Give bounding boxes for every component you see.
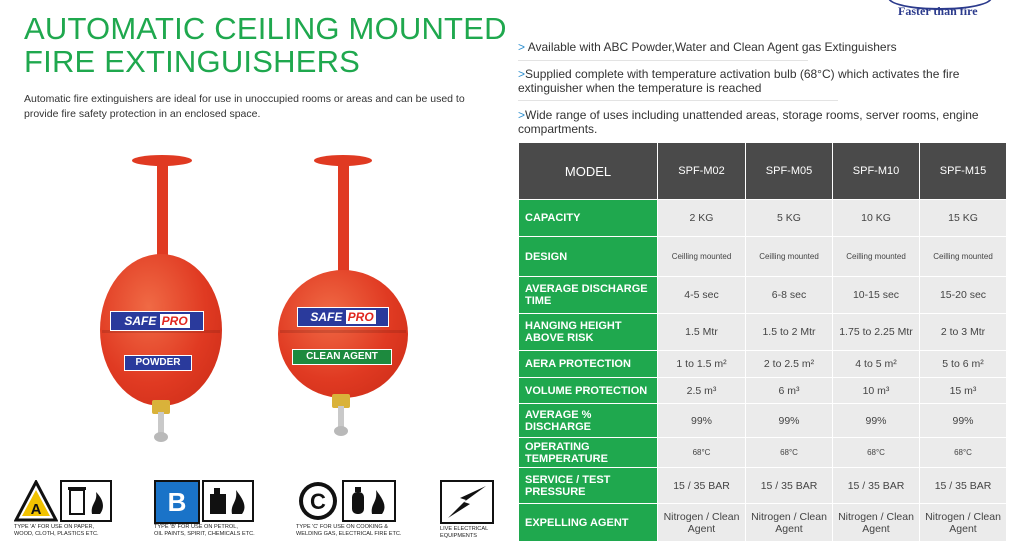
table-cell: 99%: [833, 404, 920, 438]
header-cell: SPF-M05: [746, 143, 833, 200]
bullet-arrow: >: [518, 67, 526, 81]
table-cell: 15 KG: [920, 200, 1007, 237]
brand-word-a: SAFE: [124, 314, 157, 328]
agent-label: POWDER: [124, 355, 192, 371]
heat-bulb: [334, 426, 348, 436]
table-row: [519, 237, 1007, 277]
brand-word-b: PRO: [161, 314, 188, 328]
table-cell: 10-15 sec: [833, 277, 920, 314]
table-cell: 10 m³: [833, 378, 920, 404]
class-a-triangle-icon: [14, 480, 58, 522]
page-title: [24, 12, 514, 78]
table-cell: 6 m³: [746, 378, 833, 404]
title-line-2: FIRE EXTINGUISHERS: [24, 44, 361, 79]
table-cell: 99%: [746, 404, 833, 438]
table-cell: 2 to 2.5 m²: [746, 351, 833, 378]
bullet-text: Available with ABC Powder,Water and Clean Agent gas Extinguishers: [527, 40, 897, 54]
row-label: OPERATING TEMPERATURE: [519, 438, 658, 468]
table-cell: 1.5 Mtr: [658, 314, 746, 351]
brand-word-a: SAFE: [310, 310, 343, 324]
table-cell: 15-20 sec: [920, 277, 1007, 314]
class-caption-2: EQUIPMENTS: [440, 533, 477, 539]
table-cell: 15 / 35 BAR: [920, 468, 1007, 504]
table-cell: 5 KG: [746, 200, 833, 237]
bin-fire-icon: [60, 480, 112, 522]
class-letter: B: [167, 487, 187, 517]
header-cell: SPF-M10: [833, 143, 920, 200]
table-cell: 68°C: [746, 438, 833, 468]
bullet-arrow: >: [518, 108, 526, 122]
table-row: [519, 468, 1007, 504]
table-cell: Ceilling mounted: [746, 237, 833, 277]
table-cell: 4 to 5 m²: [833, 351, 920, 378]
table-row: [519, 314, 1007, 351]
bullet-text: Supplied complete with temperature activation bulb (68°C) which activates the fire extinguisher when the temperature is reached: [518, 67, 960, 95]
table-cell: 6-8 sec: [746, 277, 833, 314]
table-row: [519, 277, 1007, 314]
table-row: [519, 404, 1007, 438]
heat-bulb: [154, 432, 168, 442]
bullet-text: Wide range of uses including unattended areas, storage rooms, server rooms, engine compartments.: [518, 108, 979, 136]
row-label: SERVICE / TEST PRESSURE: [519, 468, 658, 504]
logo-tagline: Faster than fire: [898, 4, 978, 18]
lightning-icon: [440, 480, 494, 524]
can-fire-icon: [202, 480, 254, 522]
class-letter: A: [30, 501, 42, 518]
row-label: DESIGN: [519, 237, 658, 277]
class-caption-1: TYPE 'A' FOR USE ON PAPER,: [14, 524, 95, 530]
table-cell: 10 KG: [833, 200, 920, 237]
agent-label: CLEAN AGENT: [292, 349, 392, 365]
header-cell: SPF-M02: [658, 143, 746, 200]
header-model: MODEL: [519, 143, 658, 200]
table-cell: 2 to 3 Mtr: [920, 314, 1007, 351]
table-cell: 2.5 m³: [658, 378, 746, 404]
table-cell: 15 / 35 BAR: [658, 468, 746, 504]
class-caption-2: WOOD, CLOTH, PLASTICS ETC.: [14, 531, 99, 537]
row-label: AERA PROTECTION: [519, 351, 658, 378]
bullet-3: [518, 108, 1018, 136]
row-label: AVERAGE % DISCHARGE: [519, 404, 658, 438]
title-line-1: AUTOMATIC CEILING MOUNTED: [24, 11, 507, 46]
table-row: [519, 200, 1007, 237]
row-label: AVERAGE DISCHARGE TIME: [519, 277, 658, 314]
table-cell: 99%: [920, 404, 1007, 438]
brand-logo: [884, 0, 992, 34]
class-caption-2: WELDING GAS, ELECTRICAL FIRE ETC.: [296, 531, 402, 537]
table-cell: Ceilling mounted: [833, 237, 920, 277]
row-label: EXPELLING AGENT: [519, 504, 658, 542]
bullet-1: [518, 40, 998, 54]
class-caption-1: TYPE 'B' FOR USE ON PETROL,: [154, 524, 238, 530]
bullet-2: [518, 67, 1018, 95]
mount-pole: [157, 162, 168, 266]
table-cell: 68°C: [658, 438, 746, 468]
table-cell: 15 m³: [920, 378, 1007, 404]
table-cell: Nitrogen / Clean Agent: [833, 504, 920, 542]
gas-cylinder-fire-icon: [342, 480, 396, 522]
table-cell: 68°C: [920, 438, 1007, 468]
table-cell: Ceilling mounted: [658, 237, 746, 277]
table-cell: 15 / 35 BAR: [833, 468, 920, 504]
table-cell: 5 to 6 m²: [920, 351, 1007, 378]
table-cell: Ceilling mounted: [920, 237, 1007, 277]
class-caption-1: LIVE ELECTRICAL: [440, 526, 489, 532]
class-letter: C: [310, 489, 326, 514]
brand-label: [297, 307, 389, 327]
header-cell: SPF-M15: [920, 143, 1007, 200]
class-caption-2: OIL PAINTS, SPIRIT, CHEMICALS ETC.: [154, 531, 255, 537]
table-row: [519, 504, 1007, 542]
table-cell: Nitrogen / Clean Agent: [920, 504, 1007, 542]
table-header-row: [519, 143, 1007, 200]
cylinder-body: [278, 270, 408, 398]
table-cell: 2 KG: [658, 200, 746, 237]
table-row: [519, 378, 1007, 404]
mount-pole: [338, 162, 349, 282]
class-b-square-icon: [154, 480, 200, 524]
class-caption-1: TYPE 'C' FOR USE ON COOKING &: [296, 524, 388, 530]
table-row: [519, 351, 1007, 378]
table-cell: 1.75 to 2.25 Mtr: [833, 314, 920, 351]
table-cell: 1.5 to 2 Mtr: [746, 314, 833, 351]
divider: [518, 60, 808, 61]
description: Automatic fire extinguishers are ideal for use in unoccupied rooms or areas and can be used to provide fire safety protection in an enclosed space.: [24, 93, 465, 120]
brand-label: [110, 311, 204, 331]
row-label: CAPACITY: [519, 200, 658, 237]
table-row: [519, 438, 1007, 468]
class-c-circle-icon: [296, 480, 340, 522]
bullet-arrow: >: [518, 40, 526, 54]
table-cell: Nitrogen / Clean Agent: [658, 504, 746, 542]
table-cell: 68°C: [833, 438, 920, 468]
table-cell: 1 to 1.5 m²: [658, 351, 746, 378]
seam: [280, 330, 406, 333]
table-cell: 15 / 35 BAR: [746, 468, 833, 504]
divider: [518, 100, 838, 101]
spec-table: [518, 142, 1007, 542]
row-label: HANGING HEIGHT ABOVE RISK: [519, 314, 658, 351]
brand-word-b: PRO: [347, 310, 374, 324]
table-cell: 99%: [658, 404, 746, 438]
table-cell: 4-5 sec: [658, 277, 746, 314]
row-label: VOLUME PROTECTION: [519, 378, 658, 404]
table-cell: Nitrogen / Clean Agent: [746, 504, 833, 542]
